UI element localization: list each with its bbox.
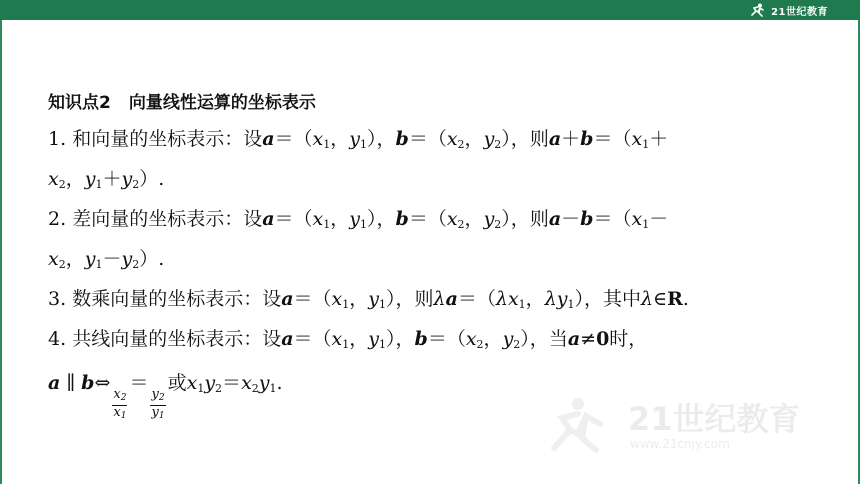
item-number: 2. [48, 208, 67, 230]
runner-logo-icon [749, 3, 767, 17]
section-title [48, 86, 818, 120]
item-end: . [276, 372, 283, 394]
item-text: 时， [609, 328, 648, 350]
item-number: 3. [48, 288, 67, 310]
item-text: 差向量的坐标表示：设 [72, 208, 263, 230]
top-header-bar [0, 0, 860, 20]
item-end: . [158, 168, 165, 190]
title-main: 向量线性运算的坐标表示 [128, 93, 316, 113]
fraction-y: $\frac{y_2}{y_1}$ [151, 387, 165, 421]
item-text: 和向量的坐标表示：设 [72, 128, 263, 150]
item-text: ，其中 [583, 288, 641, 310]
item-number: 1. [48, 128, 67, 150]
item-text: 则 [529, 128, 549, 150]
title-prefix: 知识点2 [48, 93, 111, 113]
item-4-line-2: a ∥ b⇔ $\frac{x_2}{x_1}$ ＝ $\frac{y_2}{y_1}$ 或$x_1y_2=x_2y_1$. [48, 372, 283, 421]
item-1-line-1: 1. 和向量的坐标表示：设$a=(x_1$，$y_1$），$b=(x_2$，$y_2$），则$a+b=(x_1+$ [48, 128, 669, 151]
item-2-line-1: 2. 差向量的坐标表示：设$a=(x_1$，$y_1$），$b=(x_2$，$y_2$），则$a-b=(x_1-$ [48, 208, 669, 231]
item-text: 或 [167, 372, 187, 394]
item-text: 共线向量的坐标表示：设 [72, 328, 282, 350]
item-2-line-2: $x_2$，$y_1-y_2$）. [48, 248, 165, 271]
item-end: . [158, 248, 165, 270]
watermark-main-text: 21世纪教育 [628, 400, 801, 438]
watermark-logo [548, 392, 838, 456]
logo-text: 21世纪教育 [771, 6, 828, 18]
item-3-line-1: 3. 数乘向量的坐标表示：设$a=(x_1$，$y_1$），则$\lambda a=(\lambda x_1$，$\lambda y_1$），其中λ∈R. [48, 288, 689, 311]
item-number: 4. [48, 328, 67, 350]
item-text: 则 [529, 208, 549, 230]
item-end: . [682, 288, 689, 310]
item-1-line-2: $x_2$，$y_1+y_2$）. [48, 168, 165, 191]
left-border-line [0, 20, 2, 484]
item-text: 当 [548, 328, 568, 350]
fraction-x: $\frac{x_2}{x_1}$ [113, 387, 127, 421]
watermark-sub-text: www.21cnjy.com [630, 437, 730, 451]
item-text: 则 [414, 288, 434, 310]
item-text: 数乘向量的坐标表示：设 [72, 288, 282, 310]
item-4-line-1: 4. 共线向量的坐标表示：设$a=(x_1$，$y_1$），$b=(x_2$，$y_2$），当a≠0时， [48, 328, 648, 351]
brand-logo [749, 2, 828, 18]
knowledge-point-content [48, 86, 818, 423]
